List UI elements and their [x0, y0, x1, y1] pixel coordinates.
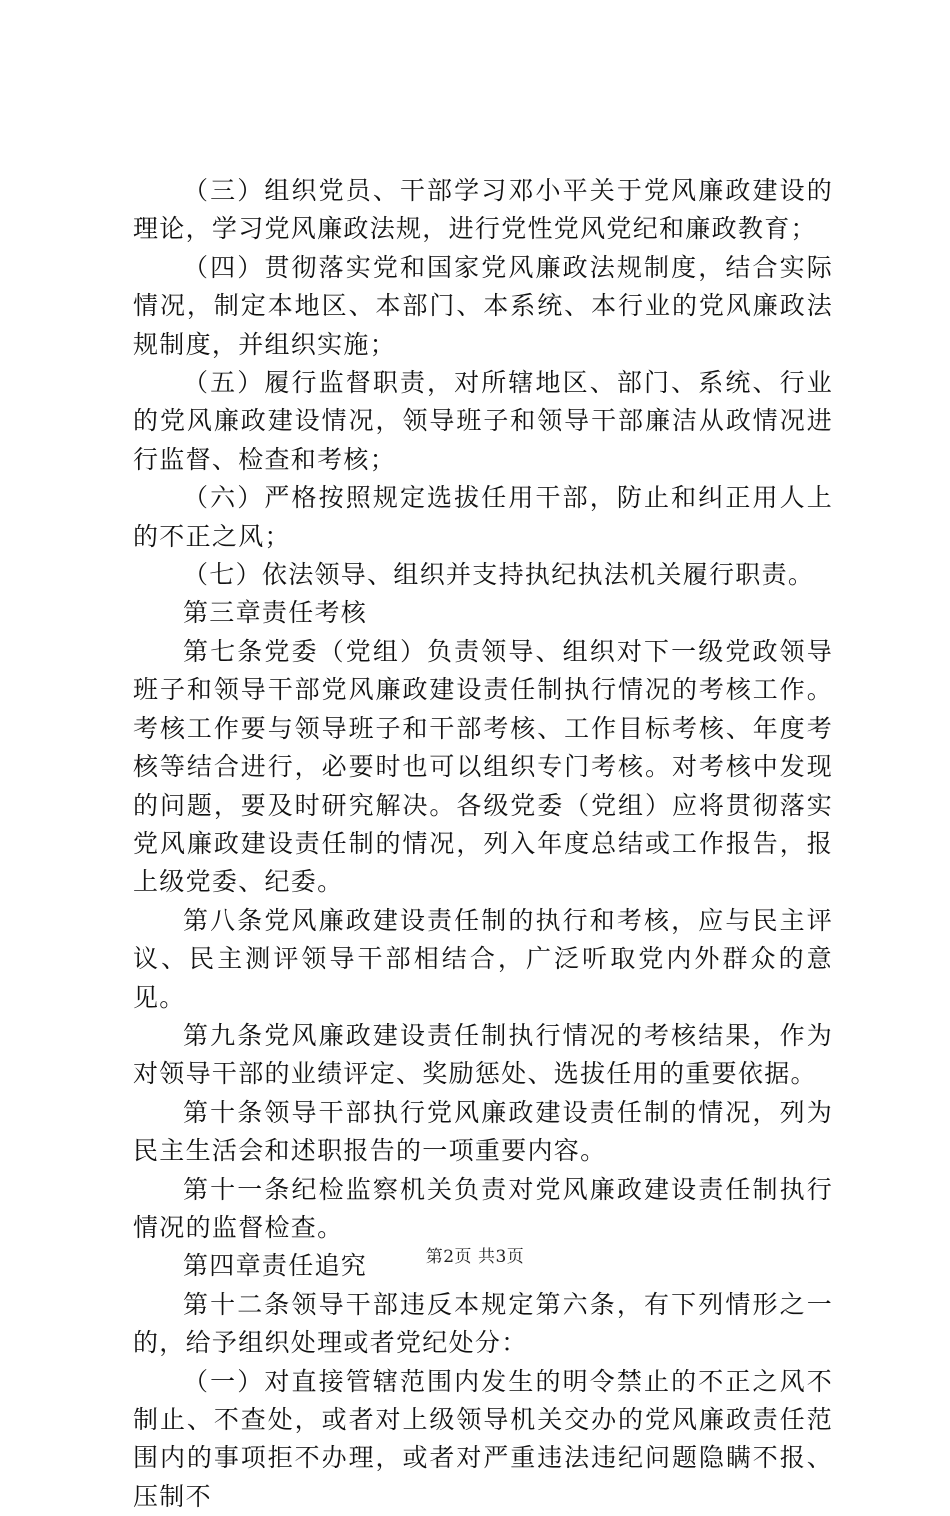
- paragraph-item-5: （五）履行监督职责，对所辖地区、部门、系统、行业的党风廉政建设情况，领导班子和领导干部廉洁从政情况进行监督、检查和考核；: [133, 368, 833, 474]
- chapter-heading-3: 第三章责任考核: [183, 598, 368, 628]
- chapter-heading-4: 第四章责任追究: [183, 1251, 368, 1281]
- paragraph-item-4: （四）贯彻落实党和国家党风廉政法规制度，结合实际情况，制定本地区、本部门、本系统、本行业的党风廉政法规制度，并组织实施；: [133, 252, 833, 359]
- article-12-item-1: （一）对直接管辖范围内发生的明令禁止的不正之风不制止、不查处，或者对上级领导机关交办的党风廉政责任范围内的事项拒不办理，或者对严重违法违纪问题隐瞒不报、压制不: [133, 1366, 833, 1511]
- page-number-footer: 第2页 共3页: [425, 1247, 525, 1267]
- article-10: 第十条领导干部执行党风廉政建设责任制的情况，列为民主生活会和述职报告的一项重要内容。: [133, 1097, 833, 1166]
- article-9: 第九条党风廉政建设责任制执行情况的考核结果，作为对领导干部的业绩评定、奖励惩处、选拔任用的重要依据。: [133, 1020, 833, 1089]
- article-7: 第七条党委（党组）负责领导、组织对下一级党政领导班子和领导干部党风廉政建设责任制执行情况的考核工作。考核工作要与领导班子和干部考核、工作目标考核、年度考核等结合进行，必要时也可以组织专门考核。对考核中发现的问题，要及时研究解决。各级党委（党组）应将贯彻落实党风廉政建设责任制的情况，列入年度总结或工作报告，报上级党委、纪委。: [133, 636, 833, 897]
- document-body: [133, 172, 833, 1516]
- paragraph-item-3: （三）组织党员、干部学习邓小平关于党风廉政建设的理论，学习党风廉政法规，进行党性党风党纪和廉政教育；: [133, 176, 833, 244]
- article-8: 第八条党风廉政建设责任制的执行和考核，应与民主评议、民主测评领导干部相结合，广泛听取党内外群众的意见。: [133, 905, 833, 1012]
- article-12: 第十二条领导干部违反本规定第六条，有下列情形之一的，给予组织处理或者党纪处分：: [133, 1289, 833, 1358]
- paragraph-item-6: （六）严格按照规定选拔任用干部，防止和纠正用人上的不正之风；: [133, 483, 833, 551]
- paragraph-item-7: （七）依法领导、组织并支持执纪执法机关履行职责。: [183, 560, 815, 590]
- article-11: 第十一条纪检监察机关负责对党风廉政建设责任制执行情况的监督检查。: [133, 1174, 833, 1242]
